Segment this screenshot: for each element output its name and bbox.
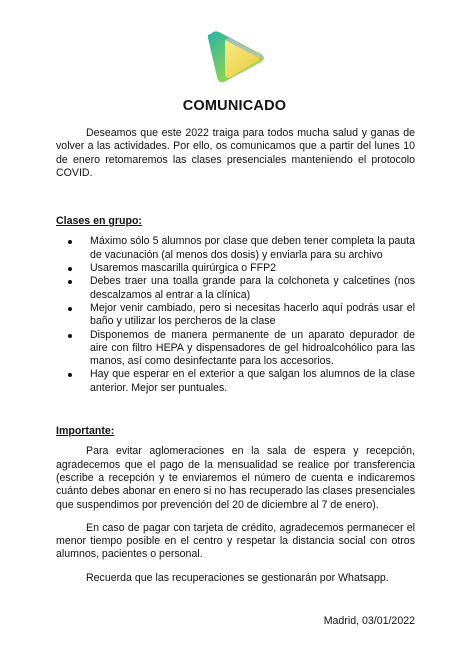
page-title: COMUNICADO (182, 98, 287, 114)
section-heading-importante: Importante: (56, 425, 115, 438)
card-paragraph: En caso de pagar con tarjeta de crédito, agradecemos permanecer el menor tiempo posible en el centro y respetar la distancia social con otros alumnos, pacientes o personal. (56, 521, 415, 561)
intro-paragraph: Deseamos que este 2022 traiga para todos mucha salud y ganas de volver a las actividades. Por ello, os comunicamos que a partir del lunes 10 de enero retomaremos las clases presenciales manteniendo el protocolo COVID. (56, 127, 415, 179)
signoff-date: Madrid, 03/01/2022 (323, 615, 415, 628)
list-item: Debes traer una toalla grande para la colchoneta y calcetines (nos descalzamos al entrar a la clínica) (90, 275, 415, 301)
rules-list (56, 235, 415, 395)
document-body (56, 127, 415, 628)
list-item: Usaremos mascarilla quirúrgica o FFP2 (90, 262, 415, 275)
list-item: Mejor venir cambiado, pero si necesitas hacerlo aquí podrás usar el baño y utilizar los percheros de la clase (90, 301, 415, 328)
whatsapp-paragraph: Recuerda que las recuperaciones se gestionarán por Whatsapp. (86, 571, 389, 584)
list-item: Hay que esperar en el exterior a que salgan los alumnos de la clase anterior. Mejor ser puntuales. (90, 368, 415, 394)
section-heading-clases: Clases en grupo: (56, 215, 142, 228)
list-item: Disponemos de manera permanente de un aparato depurador de aire con filtro HEPA y dispensadores de gel hidroalcohólico para las manos, así como desinfectante para los accesorios. (90, 328, 415, 368)
payment-paragraph: Para evitar aglomeraciones en la sala de espera y recepción, agradecemos que el pago de la mensualidad se realice por transferencia (escribe a recepción y te enviaremos el número de cuenta e indicaremos cuánto debes abonar en enero si no has recuperado las clases presenciales que suspendimos por prevención del 20 de diciembre al 7 de enero). (56, 445, 415, 511)
logo-icon (203, 25, 269, 89)
list-item: Máximo sólo 5 alumnos por clase que deben tener completa la pauta de vacunación (al menos dos dosis) y enviarla para su archivo (90, 235, 415, 261)
